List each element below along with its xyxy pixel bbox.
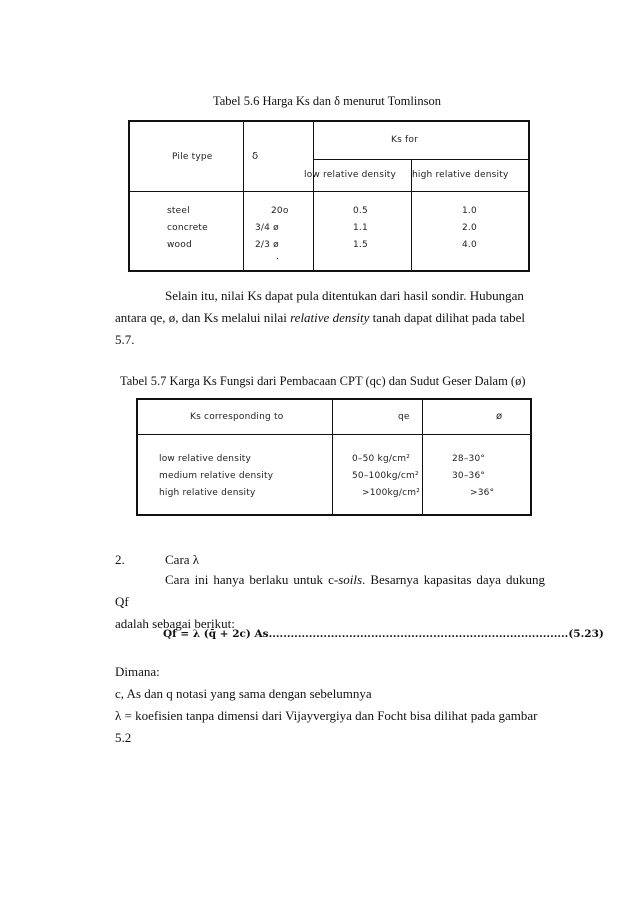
- header-delta: δ: [252, 151, 259, 162]
- row-wood-low: 1.5: [353, 240, 368, 250]
- table-5-6-image: [128, 120, 530, 272]
- table-5-7-caption: Tabel 5.7 Karga Ks Fungsi dari Pembacaan CPT (qc) dan Sudut Geser Dalam (ø): [120, 374, 526, 388]
- header-low-density: low relative density: [304, 170, 397, 180]
- row-low-phi: 28–30°: [452, 454, 486, 464]
- note-line-3: 5.2: [115, 730, 132, 745]
- dimana-label: Dimana:: [115, 664, 160, 679]
- header-ks-corresponding: Ks corresponding to: [190, 412, 284, 422]
- row-steel-type: steel: [167, 206, 190, 216]
- note-line-1: c, As dan q notasi yang sama dengan sebelumnya: [115, 686, 372, 701]
- table57-divider-1: [332, 398, 333, 516]
- row-concrete-high: 2.0: [462, 223, 477, 233]
- header-ks-for: Ks for: [391, 135, 419, 145]
- paragraph-line-2: [115, 307, 545, 329]
- table57-right-border: [530, 398, 532, 516]
- row-high-phi: >36°: [470, 488, 495, 498]
- table-5-6-caption: Tabel 5.6 Harga Ks dan δ menurut Tomlinson: [213, 94, 441, 108]
- table-right-border: [528, 120, 530, 272]
- row-steel-low: 0.5: [353, 206, 368, 216]
- paragraph-line-2-text: antara qe, ø, dan Ks melalui nilai: [115, 310, 291, 325]
- row-steel-delta: 20o: [271, 206, 289, 216]
- section-title: Cara λ: [165, 552, 200, 567]
- row-medium-phi: 30–36°: [452, 471, 486, 481]
- header-phi: ø: [496, 411, 503, 422]
- soils-italic: soils: [338, 572, 363, 587]
- header-high-density: high relative density: [412, 170, 509, 180]
- row-high-qe: >100kg/cm²: [362, 488, 420, 498]
- header-qe: qe: [398, 412, 410, 422]
- paragraph-line-1: Selain itu, nilai Ks dapat pula ditentukan dari hasil sondir. Hubungan: [165, 288, 524, 303]
- table-top-rule: [128, 120, 530, 122]
- relative-density-italic: relative density: [290, 310, 370, 325]
- table57-top-rule: [136, 398, 532, 400]
- paragraph-line-3: 5.7.: [115, 332, 135, 347]
- row-medium-label: medium relative density: [159, 471, 274, 481]
- row-concrete-delta: 3/4 ø: [255, 223, 279, 233]
- stray-mark: .: [276, 252, 280, 262]
- paragraph-line-2-tail: tanah dapat dilihat pada tabel: [369, 310, 525, 325]
- row-medium-qe: 50–100kg/cm²: [352, 471, 419, 481]
- cara-lambda-line-2: adalah sebagai berikut:: [115, 616, 235, 631]
- table-left-border: [128, 120, 130, 272]
- paragraph-ks-sondir: [115, 285, 545, 351]
- cara-lambda-line-1-tail: . Besarnya kapasitas daya dukung Qf: [115, 572, 545, 609]
- row-low-qe: 0–50 kg/cm²: [352, 454, 411, 464]
- section-number: 2.: [115, 552, 125, 567]
- row-low-label: low relative density: [159, 454, 252, 464]
- row-concrete-type: concrete: [167, 223, 208, 233]
- row-wood-high: 4.0: [462, 240, 477, 250]
- formula-5-23: Qf = λ (q̄ + 2c) As..................................................................................(5.23): [163, 628, 604, 640]
- table-divider-1: [243, 120, 244, 272]
- table-header-rule: [128, 191, 530, 192]
- cara-lambda-line-1-text: Cara ini hanya berlaku untuk c-: [165, 572, 339, 587]
- table57-divider-2: [422, 398, 423, 516]
- row-wood-delta: 2/3 ø: [255, 240, 279, 250]
- table57-left-border: [136, 398, 138, 516]
- table-ksfor-rule: [313, 159, 530, 160]
- table-divider-2: [313, 120, 314, 272]
- row-wood-type: wood: [167, 240, 192, 250]
- table57-header-rule: [136, 434, 532, 435]
- row-high-label: high relative density: [159, 488, 256, 498]
- row-concrete-low: 1.1: [353, 223, 368, 233]
- note-line-2: λ = koefisien tanpa dimensi dari Vijayvergiya dan Focht bisa dilihat pada gambar: [115, 708, 538, 723]
- table-bottom-rule: [128, 270, 530, 272]
- table-5-7-image: [136, 398, 532, 516]
- cara-lambda-line-1: [115, 569, 545, 613]
- header-pile-type: Pile type: [172, 152, 213, 162]
- paragraph-cara-lambda: [115, 569, 545, 635]
- table57-bottom-rule: [136, 514, 532, 516]
- row-steel-high: 1.0: [462, 206, 477, 216]
